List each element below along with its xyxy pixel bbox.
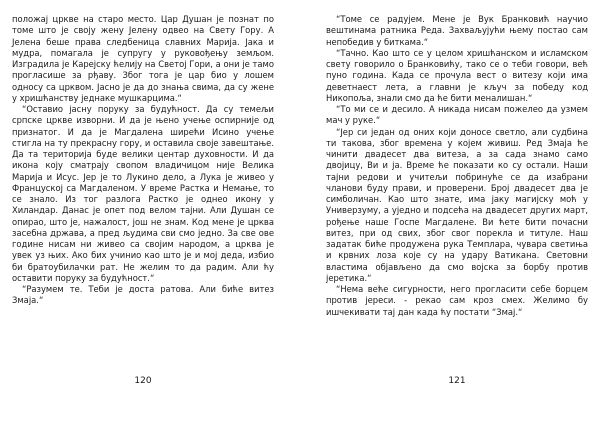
- page-number: 120: [134, 376, 152, 386]
- paragraph: “То ми се и десило. А никада нисам пожелео да узмем мач у руке.“: [326, 104, 588, 126]
- paragraph: “Нема веће сигурности, него прогласити себе борцем против јереси. - рекао сам кроз смех. Желимо бу ишчекивати тај дан када ћу постати “Змај.“: [326, 284, 588, 317]
- left-page-text: [12, 14, 274, 307]
- paragraph: “Јер си један од оних који доносе светло, али судбина ти такова, због времена у којем живиш. Ред Змаја ће чинити двадесет два витеза, а за сада знамо само двојицу, Ви и ја. Време ће показати ко су остали. Наши тајни редови и учитељи побринуће се да изабрани чланови буду прави, и проверени. Број двадесет два је симболичан. Као што знате, има јаку магијску моћ у Универзуму, а уједно и подсећа на двадесет других март, рођење наше Госпе Магдалене. Ви ћете бити почасни витез, при од свих, због свог порекла и титуле. Наш задатак биће продужена рука Темплара, чувара светиња и крвних лоза које су на удару Ватикана. Световни властима објављено да смо војска за борбу против јеретика.“: [326, 126, 588, 283]
- paragraph: “Разумем те. Теби је доста ратова. Али биће витез Змаја.“: [12, 284, 274, 306]
- page-number: 121: [448, 376, 466, 386]
- right-page: [326, 14, 588, 418]
- left-page: [12, 14, 274, 418]
- paragraph: “Оставио јасну поруку за будућност. Да су темељи српске цркве изворни. И да је њено учење оспирније од признатог. И да је Магдалена ширећи Исино учење стигла на ту прекрасну гору, и оставила своје завештање. Да та територија буде велики центар духовности. И да икона коју сматрају свопом владичицом није Велика Марија и Исус. Јер је то Лукино дело, а Лука је живео у Француској са Магдаленом. У време Растка и Немање, то се знало. Из тог разлога Растко је однео икону у Хиландар. Данас је опет под велом тајни. Али Душан се опирао, што је, нажалост, још не знам. Код мене је црква засебна држава, а пред људима сви смо једно. За све ове године нисам ни живео са својим народом, а црква је увек уз њих. Ако бих учинио као што је и мој деда, избио би братоубилачки рат. Не желим то да радим. Али ћу оставити поруку за будућност.“: [12, 104, 274, 283]
- paragraph: “Тачно. Као што се у целом хришћанском и исламском свету говорило о Бранковићу, тако се о теби говори, већ пуно година. Када се прочула вест о витезу који има деветнаест лета, а главни је кључ за победу код Никопоља, знали смо да ће бити меналишан.“: [326, 47, 588, 103]
- paragraph: “Томе се радујем. Мене је Вук Бранковић научио вештинама ратника Реда. Захваљујући њему постао сам непобедив у биткама.“: [326, 14, 588, 47]
- paragraph: положај цркве на старо место. Цар Душан је познат по томе што је своју жену Јелену одвео на Свету Гору. А Јелена беше права следбеница славних Марија. Јака и мудра, помагала је супругу у руковођењу земљом. Изградила је Карејску ћелију на Светој Гори, а они је тамо прогласише за рђаву. Због тога је цар био у лошем односу са црквом. Јасно је да до знања свима, да су жене у хришћанству једнаке мушкарцима.“: [12, 14, 274, 103]
- right-page-text: [326, 14, 588, 318]
